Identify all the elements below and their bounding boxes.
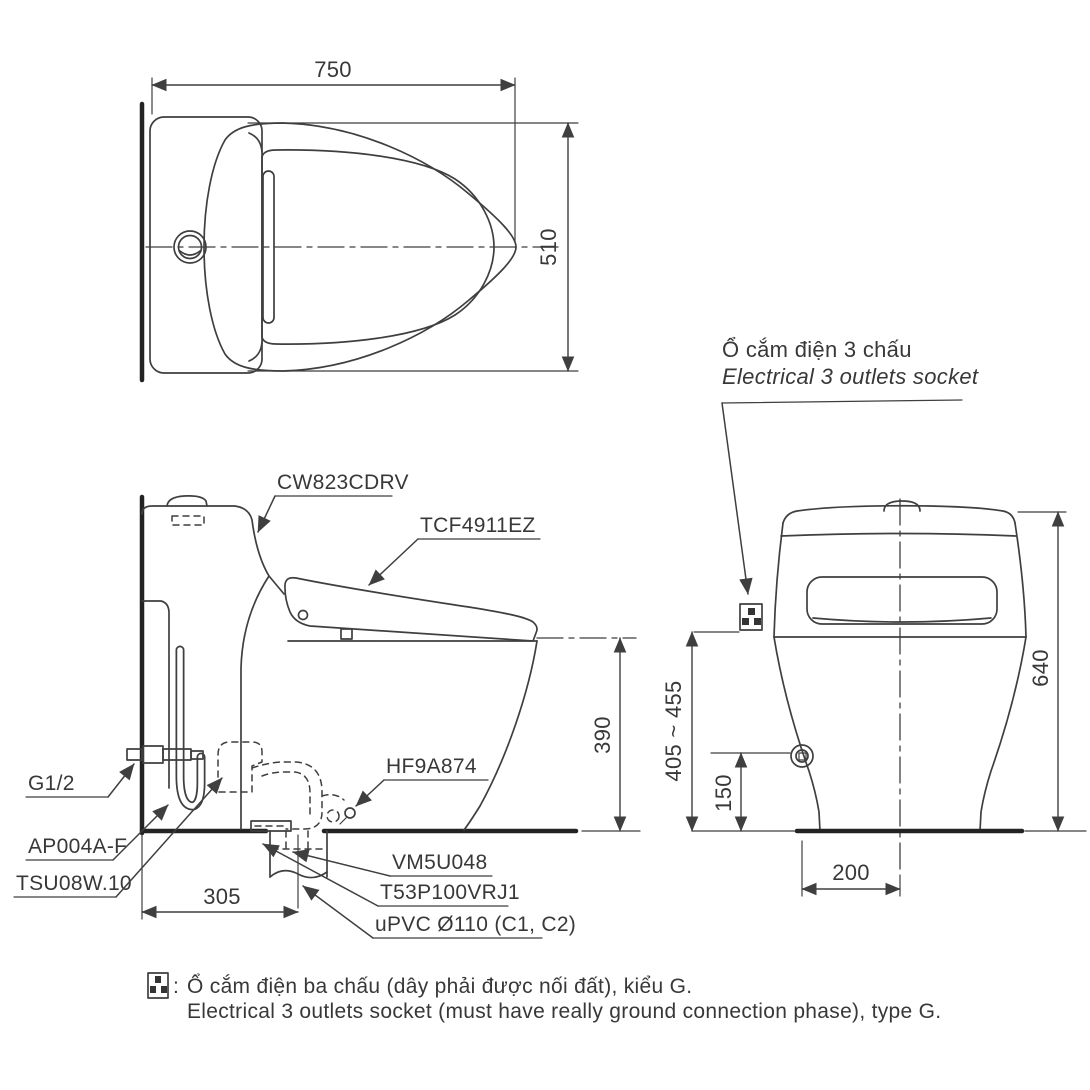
washlet-base-block <box>341 629 352 639</box>
pipe-spec-label: uPVC Ø110 (C1, C2) <box>375 913 577 936</box>
wall-hatch <box>123 104 141 380</box>
rear-body-right <box>980 637 1026 831</box>
tank-code-leader <box>258 496 275 532</box>
rear-body-left <box>774 637 820 831</box>
supply-hose <box>180 650 201 806</box>
washlet-side-outline <box>285 578 537 641</box>
rear-view <box>661 337 1086 896</box>
rear-floor-hatch <box>800 833 1018 845</box>
inlet-thread-leader <box>108 764 134 797</box>
socket-pin-top <box>748 608 755 615</box>
socket-note-pin-left <box>150 986 156 993</box>
inlet-thread-label: G1/2 <box>28 772 75 795</box>
lid-hinge-notch-bottom <box>249 342 262 361</box>
tank-side-outline <box>142 506 284 594</box>
bowl-front-outline <box>464 641 537 830</box>
top-view <box>123 57 578 380</box>
rear-recess-shadow <box>813 618 991 622</box>
dim-150-label: 150 <box>711 774 736 812</box>
dim-510-label: 510 <box>536 228 561 266</box>
flush-button-mark <box>180 251 200 255</box>
socket-pin-right <box>754 618 761 625</box>
flange-code-label: VM5U048 <box>392 851 488 874</box>
washlet-code-label: TCF4911EZ <box>420 514 536 537</box>
unit-code-label: TSU08W.10 <box>16 872 132 895</box>
socket-callout-vi: Ổ cắm điện 3 chấu <box>722 337 912 362</box>
cap-code-leader <box>356 780 384 806</box>
cap-code-label: HF9A874 <box>386 755 477 778</box>
dim-405-label: 405 ~ 455 <box>661 680 686 782</box>
rear-lid-line <box>781 534 1016 537</box>
socket-note-pin-top <box>155 976 161 983</box>
inlet-valve-nut <box>143 746 163 763</box>
socket-symbol <box>740 604 762 630</box>
side-view <box>14 471 640 938</box>
dim-305-label: 305 <box>203 884 241 909</box>
outlet-seal-dashed <box>322 795 344 800</box>
pipe-spec-leader <box>303 886 373 938</box>
note-colon: : <box>173 975 180 998</box>
dim-750-label: 750 <box>314 57 352 82</box>
floor-hatch-right <box>327 833 557 845</box>
socket-callout-leader <box>722 403 748 594</box>
outlet-bolt-dashed <box>327 810 339 822</box>
note-line-vi: Ổ cắm điện ba chấu (dây phải được nối đất), kiểu G. <box>187 975 693 998</box>
unit-code-leader <box>116 778 222 897</box>
rear-recess <box>807 577 997 624</box>
dim-640-label: 640 <box>1028 649 1053 687</box>
dim-200-label: 200 <box>832 860 870 885</box>
bottom-note <box>148 973 941 1023</box>
socket-callout-en: Electrical 3 outlets socket <box>722 364 979 389</box>
tank-button-dashed <box>172 516 204 525</box>
washlet-code-leader <box>369 539 418 585</box>
joint-code-label: T53P100VRJ1 <box>380 881 520 904</box>
tank-button-bump <box>167 496 207 506</box>
socket-pin-left <box>742 618 749 625</box>
rear-tank-right <box>1015 523 1026 637</box>
socket-note-pin-right <box>161 986 167 993</box>
joint-code-leader <box>263 844 378 906</box>
washlet-hinge-knob <box>299 611 308 620</box>
dim-390-label: 390 <box>590 716 615 754</box>
bolt-cap <box>345 808 355 818</box>
lid-hinge-notch-top <box>249 133 262 152</box>
flange-code-leader <box>293 852 390 876</box>
trapway-dashed-inner <box>262 772 310 814</box>
pedestal-back-outline <box>241 576 269 829</box>
hose-code-label: AP004A-F <box>28 835 128 858</box>
bolt-cap-tick <box>340 818 346 824</box>
rear-tank-top <box>783 506 1015 523</box>
rear-tank-left <box>774 523 783 637</box>
socket-callout-rule <box>722 400 962 403</box>
wall-hatch-side <box>123 497 141 833</box>
tank-code-label: CW823CDRV <box>277 471 409 494</box>
note-line-en: Electrical 3 outlets socket (must have really ground connection phase), type G. <box>187 1000 942 1023</box>
